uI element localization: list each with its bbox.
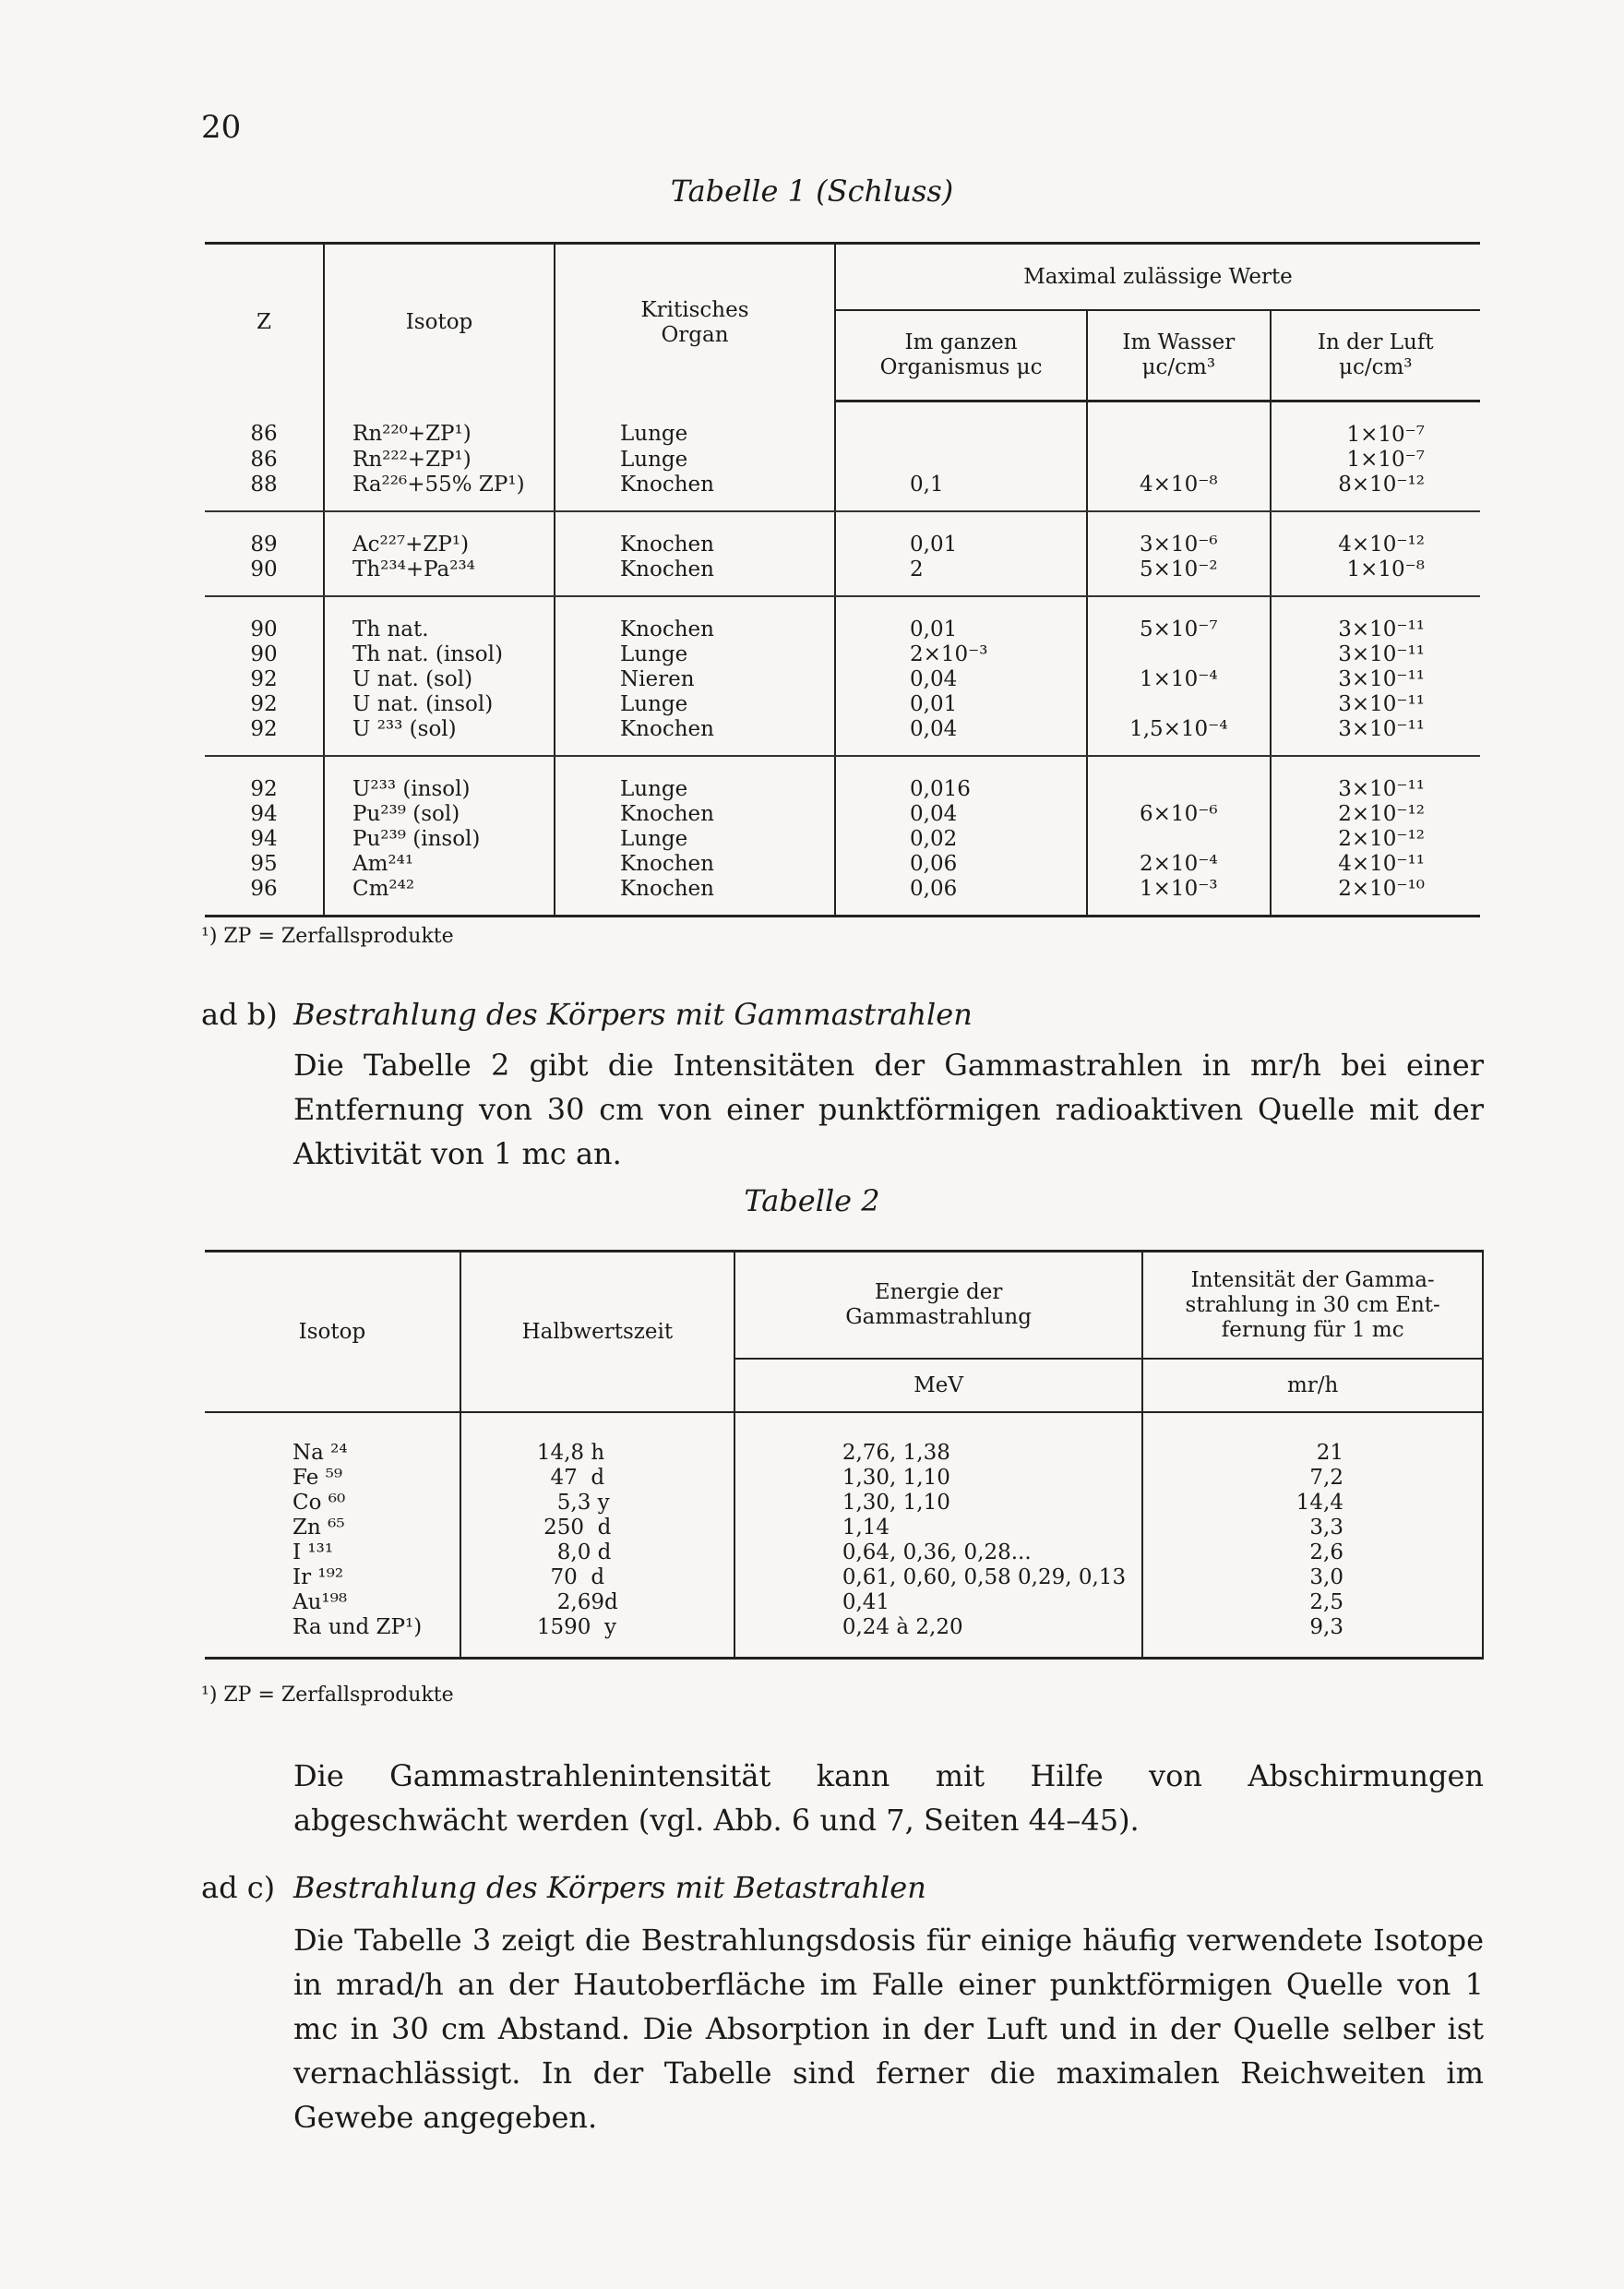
cell-energy: 0,41 (734, 1590, 1143, 1615)
cell-intensity: 3,3 (1142, 1516, 1483, 1540)
cell-air: 3×10⁻¹¹ (1271, 692, 1480, 717)
table1-header-water-line2: μc/cm³ (1141, 355, 1216, 379)
cell-organ: Lunge (555, 827, 835, 852)
cell-body: 0,1 (835, 473, 1087, 511)
table1-group (205, 511, 1480, 596)
gamma-paragraph: Die Gammastrahlenintensität kann mit Hilfe von Abschirmungen abgeschwächt werden (vgl. Abb. 6 und 7, Seiten 44–45). (293, 1758, 1484, 1838)
cell-energy: 1,30, 1,10 (734, 1466, 1143, 1491)
cell-intensity: 7,2 (1142, 1466, 1483, 1491)
cell-isotope: Co ⁶⁰ (293, 1491, 346, 1515)
cell-isotope: Au¹⁹⁸ (293, 1590, 348, 1614)
cell-organ: Lunge (555, 448, 835, 473)
cell-isotope: Ac²²⁷+ZP¹) (324, 511, 555, 557)
cell-body: 0,06 (835, 877, 1087, 917)
table-row (205, 596, 1480, 642)
cell-water: 2×10⁻⁴ (1087, 852, 1270, 877)
table-row (205, 877, 1480, 917)
table1-header-z: Z (257, 310, 271, 335)
cell-air: 2×10⁻¹⁰ (1271, 877, 1480, 917)
cell-isotope: Th²³⁴+Pa²³⁴ (324, 557, 555, 596)
table2-header-energy (734, 1252, 1143, 1360)
cell-water (1087, 756, 1270, 802)
cell-energy: 0,64, 0,36, 0,28... (734, 1540, 1143, 1565)
cell-halflife: 47 d (460, 1466, 734, 1491)
cell-air: 3×10⁻¹¹ (1271, 642, 1480, 667)
cell-intensity: 2,6 (1142, 1540, 1483, 1565)
table2-header-intensity-line1: Intensität der Gamma- (1190, 1267, 1435, 1292)
cell-body: 0,04 (835, 667, 1087, 692)
table2-header-intensity (1142, 1252, 1483, 1360)
cell-water: 1×10⁻³ (1087, 877, 1270, 917)
cell-z: 92 (205, 717, 324, 756)
cell-organ: Knochen (555, 717, 835, 756)
cell-isotope: Cm²⁴² (324, 877, 555, 917)
cell-isotope: U nat. (insol) (324, 692, 555, 717)
cell-body: 2 (835, 557, 1087, 596)
cell-body: 0,04 (835, 802, 1087, 827)
table2-header-intensity-line3: fernung für 1 mc (1221, 1317, 1404, 1342)
cell-z: 88 (205, 473, 324, 511)
cell-isotope: Th nat. (insol) (324, 642, 555, 667)
table-row (205, 401, 1480, 449)
table-row (205, 642, 1480, 667)
table-row (205, 756, 1480, 802)
table1-footnote: ¹) ZP = Zerfallsprodukte (201, 925, 454, 948)
table1-header-water-line1: Im Wasser (1122, 330, 1236, 354)
cell-z: 94 (250, 827, 278, 851)
table1-header-air-line1: In der Luft (1317, 330, 1434, 354)
cell-halflife: 70 d (460, 1565, 734, 1590)
cell-isotope: I ¹³¹ (293, 1540, 334, 1564)
cell-body (835, 448, 1087, 473)
cell-isotope: Ra²²⁶+55% ZP¹) (324, 473, 555, 511)
cell-organ: Knochen (555, 877, 835, 917)
cell-isotope: Th nat. (324, 596, 555, 642)
table-row (205, 448, 1480, 473)
table-row (205, 557, 1480, 596)
table1-header-organ (555, 244, 835, 401)
cell-isotope: Rn²²⁰+ZP¹) (324, 401, 555, 449)
cell-body: 0,04 (835, 717, 1087, 756)
table1-header-max-values: Maximal zulässige Werte (835, 244, 1480, 311)
cell-halflife: 5,3 y (460, 1491, 734, 1516)
cell-body: 0,01 (835, 596, 1087, 642)
cell-isotope: Ir ¹⁹² (293, 1565, 344, 1589)
cell-z: 86 (250, 448, 278, 472)
table-row (205, 717, 1480, 756)
cell-halflife: 250 d (460, 1516, 734, 1540)
cell-z: 92 (250, 692, 278, 716)
table-row (205, 1615, 1483, 1659)
cell-organ: Knochen (555, 852, 835, 877)
cell-water: 3×10⁻⁶ (1087, 511, 1270, 557)
cell-isotope: Am²⁴¹ (324, 852, 555, 877)
table-row (205, 667, 1480, 692)
cell-body: 0,01 (835, 511, 1087, 557)
cell-air: 1×10⁻⁷ (1271, 448, 1480, 473)
cell-water (1087, 827, 1270, 852)
table2-caption: Tabelle 2 (744, 1183, 880, 1218)
cell-water: 5×10⁻⁷ (1087, 596, 1270, 642)
table-row (205, 1540, 1483, 1565)
cell-water: 6×10⁻⁶ (1087, 802, 1270, 827)
cell-organ: Knochen (555, 596, 835, 642)
table1-group (205, 756, 1480, 917)
cell-water (1087, 448, 1270, 473)
cell-air: 8×10⁻¹² (1271, 473, 1480, 511)
table1-group (205, 401, 1480, 512)
cell-water: 1×10⁻⁴ (1087, 667, 1270, 692)
cell-body: 0,016 (835, 756, 1087, 802)
cell-energy: 1,30, 1,10 (734, 1491, 1143, 1516)
cell-isotope: U ²³³ (sol) (324, 717, 555, 756)
table1-header-body-line1: Im ganzen (904, 330, 1018, 354)
table-row (205, 692, 1480, 717)
table-row (205, 511, 1480, 557)
table1-header-organ-line2: Organ (661, 322, 729, 347)
table-row (205, 1466, 1483, 1491)
table-row (205, 1412, 1483, 1466)
cell-air: 3×10⁻¹¹ (1271, 667, 1480, 692)
table1-header-air (1271, 310, 1480, 401)
cell-water (1087, 692, 1270, 717)
cell-water: 5×10⁻² (1087, 557, 1270, 596)
table-row (205, 1565, 1483, 1590)
table-row (205, 852, 1480, 877)
cell-air: 3×10⁻¹¹ (1271, 596, 1480, 642)
table-row (205, 802, 1480, 827)
cell-body: 0,02 (835, 827, 1087, 852)
cell-body: 0,01 (835, 692, 1087, 717)
cell-organ: Lunge (555, 756, 835, 802)
cell-energy: 2,76, 1,38 (734, 1412, 1143, 1466)
cell-z: 92 (250, 777, 278, 801)
table2-footnote: ¹) ZP = Zerfallsprodukte (201, 1684, 454, 1707)
table1-header-body (835, 310, 1087, 401)
cell-organ: Nieren (555, 667, 835, 692)
table1-header-organ-line1: Kritisches (640, 297, 749, 322)
cell-halflife: 14,8 h (460, 1412, 734, 1466)
cell-organ: Knochen (555, 473, 835, 511)
cell-intensity: 14,4 (1142, 1491, 1483, 1516)
cell-halflife: 1590 y (460, 1615, 734, 1659)
section-c-title: Bestrahlung des Körpers mit Betastrahlen (293, 1870, 926, 1905)
cell-z: 95 (250, 852, 278, 876)
cell-air: 2×10⁻¹² (1271, 802, 1480, 827)
table2 (205, 1250, 1484, 1660)
table2-header-intensity-line2: strahlung in 30 cm Ent- (1185, 1292, 1440, 1317)
cell-organ: Knochen (555, 802, 835, 827)
cell-isotope: Na ²⁴ (293, 1441, 348, 1465)
cell-organ: Knochen (555, 557, 835, 596)
cell-halflife: 2,69d (460, 1590, 734, 1615)
table1 (205, 242, 1480, 917)
section-b-label: ad b) (201, 997, 278, 1032)
section-b-paragraph: Die Tabelle 2 gibt die Intensitäten der Gammastrahlen in mr/h bei einer Entfernung von 30 cm von einer punktförmigen radioaktiven Quelle mit der Aktivität von 1 mc an. (293, 1048, 1484, 1171)
cell-body: 0,06 (835, 852, 1087, 877)
section-c-label: ad c) (201, 1870, 276, 1905)
cell-air: 4×10⁻¹¹ (1271, 852, 1480, 877)
table2-header-energy-line2: Gammastrahlung (845, 1305, 1032, 1329)
table2-header-isotope: Isotop (298, 1319, 366, 1344)
cell-air: 1×10⁻⁷ (1271, 401, 1480, 449)
table-row (205, 1590, 1483, 1615)
cell-isotope: Pu²³⁹ (insol) (324, 827, 555, 852)
cell-z: 89 (250, 533, 278, 557)
table1-header-water (1087, 310, 1270, 401)
cell-air: 3×10⁻¹¹ (1271, 756, 1480, 802)
section-c-paragraph: Die Tabelle 3 zeigt die Bestrahlungsdosis für einige häufig verwendete Isotope in mrad/h an der Hautoberfläche im Falle einer punktförmigen Quelle von 1 mc in 30 cm Abstand. Die Absorption in der Luft und in der Quelle selber ist vernachlässigt. In der Tabelle sind ferner die maximalen Reichweiten im Gewebe angegeben. (293, 1923, 1484, 2135)
cell-isotope: Rn²²²+ZP¹) (324, 448, 555, 473)
cell-air: 3×10⁻¹¹ (1271, 717, 1480, 756)
table2-header-halflife: Halbwertszeit (460, 1252, 734, 1413)
cell-water: 1,5×10⁻⁴ (1087, 717, 1270, 756)
cell-organ: Lunge (555, 692, 835, 717)
cell-intensity: 2,5 (1142, 1590, 1483, 1615)
table1-header-air-line2: μc/cm³ (1339, 355, 1413, 379)
table1-header-isotope: Isotop (324, 244, 555, 401)
table2-header-intensity-unit: mr/h (1142, 1359, 1483, 1412)
cell-isotope: Pu²³⁹ (sol) (324, 802, 555, 827)
table-row (205, 1491, 1483, 1516)
cell-organ: Knochen (555, 511, 835, 557)
cell-halflife: 8,0 d (460, 1540, 734, 1565)
cell-z: 96 (250, 877, 278, 901)
table2-header-energy-line1: Energie der (874, 1280, 1003, 1304)
cell-body (835, 401, 1087, 449)
cell-z: 90 (250, 617, 278, 641)
cell-z: 92 (250, 667, 278, 691)
cell-organ: Lunge (555, 401, 835, 449)
cell-energy: 1,14 (734, 1516, 1143, 1540)
cell-z: 90 (250, 642, 278, 666)
cell-isotope: Fe ⁵⁹ (293, 1466, 343, 1490)
cell-z: 90 (205, 557, 324, 596)
cell-intensity: 3,0 (1142, 1565, 1483, 1590)
table-row (205, 827, 1480, 852)
cell-isotope: U²³³ (insol) (324, 756, 555, 802)
section-b-title: Bestrahlung des Körpers mit Gammastrahlen (293, 997, 973, 1032)
cell-isotope: Zn ⁶⁵ (293, 1516, 345, 1540)
cell-z: 94 (250, 802, 278, 826)
table1-caption: Tabelle 1 (Schluss) (670, 174, 954, 209)
table-row (205, 473, 1480, 511)
cell-air: 4×10⁻¹² (1271, 511, 1480, 557)
table-row (205, 1516, 1483, 1540)
cell-air: 1×10⁻⁸ (1271, 557, 1480, 596)
cell-isotope: Ra und ZP¹) (293, 1615, 423, 1639)
cell-intensity: 21 (1142, 1412, 1483, 1466)
cell-water: 4×10⁻⁸ (1087, 473, 1270, 511)
cell-intensity: 9,3 (1142, 1615, 1483, 1659)
cell-isotope: U nat. (sol) (324, 667, 555, 692)
cell-z: 86 (250, 422, 278, 447)
table2-header-energy-unit: MeV (734, 1359, 1143, 1412)
table1-group (205, 596, 1480, 756)
cell-water (1087, 642, 1270, 667)
page-number: 20 (201, 109, 242, 146)
cell-water (1087, 401, 1270, 449)
table1-header-body-line2: Organismus μc (879, 355, 1043, 379)
cell-energy: 0,61, 0,60, 0,58 0,29, 0,13 (734, 1565, 1143, 1590)
cell-energy: 0,24 à 2,20 (734, 1615, 1143, 1659)
cell-air: 2×10⁻¹² (1271, 827, 1480, 852)
cell-organ: Lunge (555, 642, 835, 667)
cell-body: 2×10⁻³ (835, 642, 1087, 667)
